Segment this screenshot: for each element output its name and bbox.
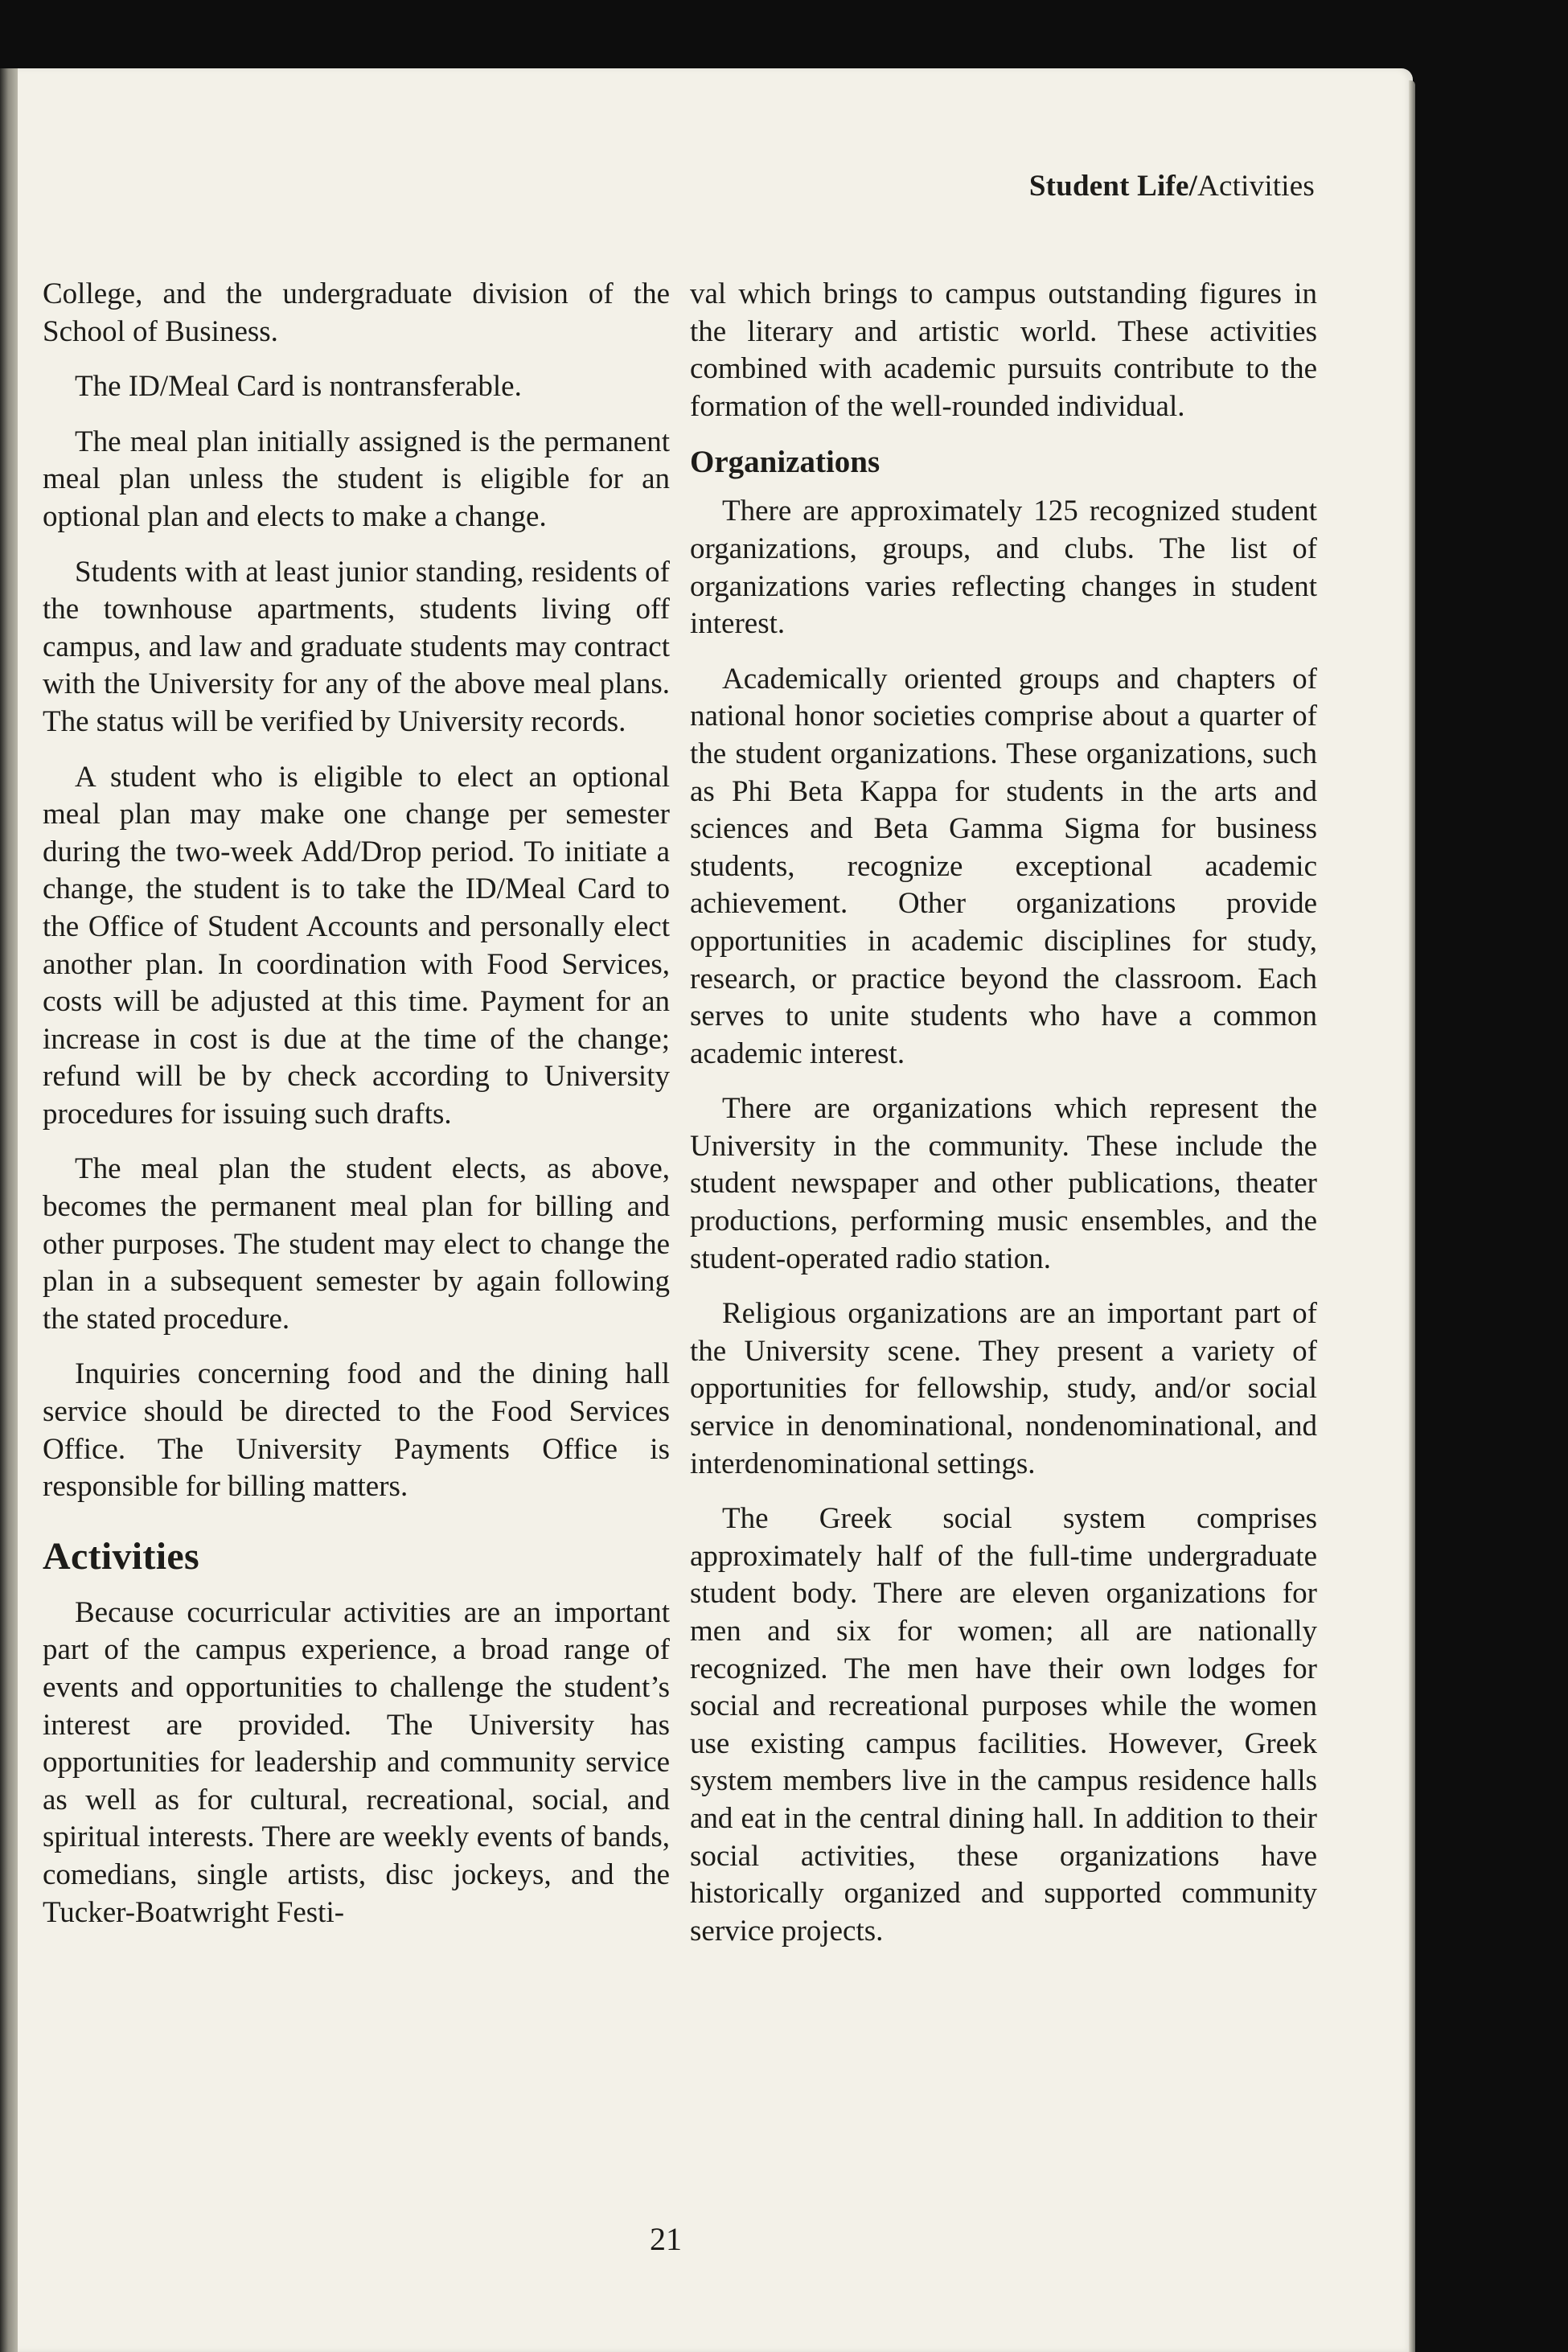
- running-header: [1029, 169, 1315, 203]
- right-column: [690, 276, 1317, 1968]
- paragraph: A student who is eligible to elect an optional meal plan may make one change per semester during the two-week Add/Drop period. To initiate a change, the student is to take the ID/Meal Card to the Office of Student Accounts and personally elect another plan. In coordination with Food Services, costs will be adjusted at this time. Payment for an increase in cost is due at the time of the change; refund will be by check according to University procedures for issuing such drafts.: [43, 760, 670, 1131]
- left-column: [43, 276, 670, 1949]
- paragraph: Because cocurricular activities are an important part of the campus experience, a broad range of events and opportunities to challenge the student’s interest are provided. The University has opportunities for leadership and community service as well as for cultural, recreational, social, and spiritual interests. There are weekly events of bands, comedians, single artists, disc jockeys, and the Tucker-Boatwright Festi-: [43, 1595, 670, 1929]
- paragraph: Students with at least junior standing, residents of the townhouse apartments, students living off campus, and law and graduate students may contract with the University for any of the above meal plans. The status will be verified by University records.: [43, 555, 670, 738]
- document-page: [18, 68, 1413, 2352]
- paragraph: Inquiries concerning food and the dining hall service should be directed to the Food Services Office. The University Payments Office is responsible for billing matters.: [43, 1357, 670, 1504]
- section-heading-activities: Activities: [43, 1534, 199, 1578]
- subheading-organizations: Organizations: [690, 445, 880, 480]
- running-header-subsection: Activities: [1197, 170, 1315, 203]
- paragraph: The meal plan initially assigned is the permanent meal plan unless the student is eligible for an optional plan and elects to make a change.: [43, 425, 670, 533]
- paragraph: There are organizations which represent the University in the community. These include the student newspaper and other publications, theater productions, performing music ensembles, and the student-operated radio station.: [690, 1092, 1317, 1275]
- paragraph: College, and the undergraduate division of the School of Business.: [43, 277, 670, 348]
- running-header-section: Student Life/: [1028, 170, 1198, 203]
- paragraph: There are approximately 125 recognized student organizations, groups, and clubs. The list of organizations varies reflecting changes in student interest.: [690, 495, 1317, 641]
- paragraph: Religious organizations are an important part of the University scene. They present a variety of opportunities for fellowship, study, and/or social service in denominational, nondenominational, and interdenominational settings.: [690, 1297, 1317, 1480]
- paragraph: The meal plan the student elects, as above, becomes the permanent meal plan for billing and other purposes. The student may elect to change the plan in a subsequent semester by again following the stated procedure.: [43, 1152, 670, 1336]
- paragraph: The Greek social system comprises approximately half of the full-time undergraduate student body. There are eleven organizations for men and six for women; all are nationally recognized. The men have their own lodges for social and recreational purposes while the women use existing campus facilities. However, Greek system members live in the campus residence halls and eat in the central dining hall. In addition to their social activities, these organizations have historically organized and supported community service projects.: [690, 1502, 1317, 1948]
- paragraph: val which brings to campus outstanding figures in the literary and artistic world. These activities combined with academic pursuits contribute to the formation of the well-rounded individual.: [690, 277, 1317, 423]
- page-edge-shadow: [1409, 80, 1415, 2352]
- paragraph: The ID/Meal Card is nontransferable.: [75, 370, 522, 404]
- page-number: 21: [650, 2221, 682, 2257]
- paragraph: Academically oriented groups and chapters of national honor societies comprise about a quarter of the student organizations. These organizations, such as Phi Beta Kappa for students in the arts and sciences and Beta Gamma Sigma for business students, recognize exceptional academic achievement. Other organizations provide opportunities in academic disciplines for study, research, or practice beyond the classroom. Each serves to unite students who have a common academic interest.: [690, 662, 1317, 1070]
